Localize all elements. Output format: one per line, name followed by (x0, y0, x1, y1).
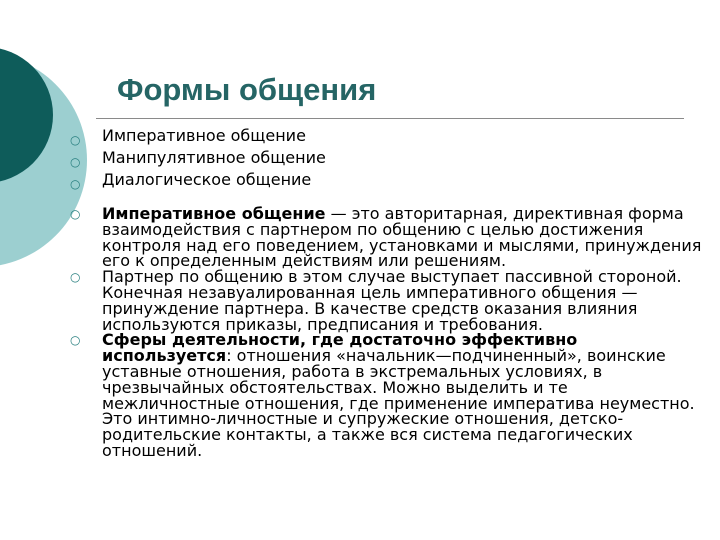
paragraph-definition (70, 206, 710, 269)
item-label: Манипулятивное общение (102, 148, 326, 167)
paragraph-text: Партнер по общению в этом случае выступает пассивной стороной. Конечная незавуалированная цель императивного общения — принуждение партнера. В качестве средств оказания влияния используются приказы, предписания и требования. (102, 267, 682, 334)
paragraph-text: — это авторитарная, директивная форма взаимодействия с партнером по общению с целью достижения контроля над его поведением, установками и мыслями, принуждения его к определенным действиям или решениям. (102, 204, 702, 271)
paragraph-text: : отношения «начальник—подчиненный», воинские уставные отношения, работа в экстремальных условиях, в чрезвычайных обстоятельствах. Можно выделить и те межличностные отношения, где применение императива неуместно. Это интимно-личностные и супружеские отношения, детско-родительские контакты, а также вся система педагогических отношений. (102, 346, 695, 460)
list-item-dialogic (70, 169, 710, 191)
list-item-imperative (70, 125, 710, 147)
bullet-icon: ○ (70, 133, 81, 147)
bullet-icon: ○ (70, 333, 81, 348)
bullet-icon: ○ (70, 207, 81, 221)
bullet-icon: ○ (70, 270, 81, 285)
paragraph-spheres (70, 332, 710, 458)
bullet-icon: ○ (70, 177, 81, 191)
paragraph-keyword: Императивное общение (102, 204, 326, 223)
paragraph-partner-role (70, 269, 710, 332)
paragraph-keyword: Сферы деятельности, где достаточно эффективно используется (102, 330, 578, 366)
list-item-manipulative (70, 147, 710, 169)
item-label: Императивное общение (102, 126, 306, 145)
bullet-icon: ○ (70, 155, 81, 169)
slide-title: Формы общения (117, 72, 377, 107)
title-divider (96, 118, 684, 119)
content-list (70, 125, 710, 459)
item-label: Диалогическое общение (102, 170, 312, 189)
